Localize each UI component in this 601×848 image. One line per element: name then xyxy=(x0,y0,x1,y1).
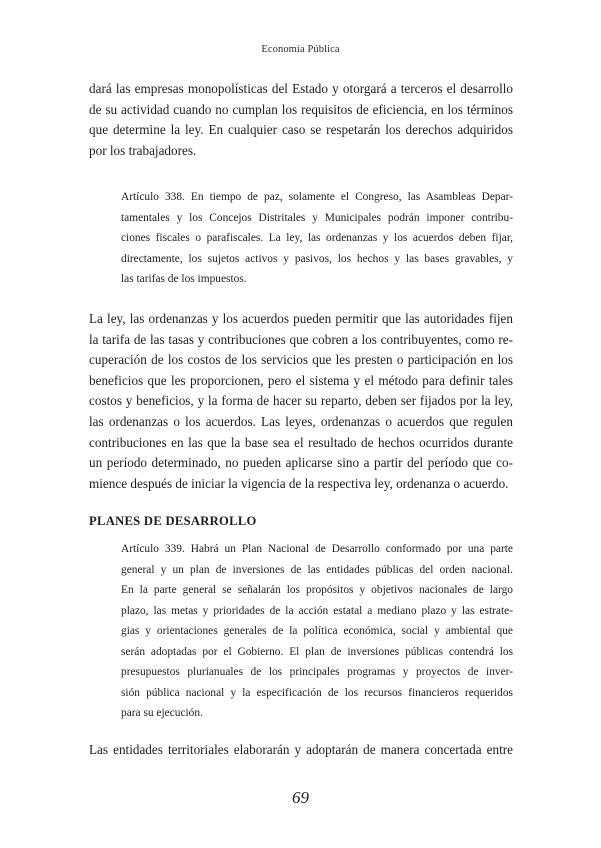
quote-line: sión pública nacional y la especificación de los recursos financieros requeridos xyxy=(121,686,513,699)
text-line: por los trabajadores. xyxy=(89,142,197,158)
text-line: cuperación de los costos de los servicios que les presten o participación en los xyxy=(89,352,513,368)
text-line: las ordenanzas o los acuerdos. Las leyes, ordenanzas o acuerdos que regulen xyxy=(89,413,513,429)
quote-line: tamentales y los Concejos Distritales y Municipales podrán imponer contribu- xyxy=(121,211,513,224)
quote-line: Artículo 339. Habrá un Plan Nacional de Desarrollo conformado por una parte xyxy=(121,543,513,555)
quote-article-339 xyxy=(121,539,513,724)
quote-line: gias y orientaciones generales de la política económica, social y ambiental que xyxy=(121,625,513,637)
quote-line: general y un plan de inversiones de las entidades públicas del orden nacional. xyxy=(121,563,513,576)
quote-line: directamente, los sujetos activos y pasivos, los hechos y las bases gravables, y xyxy=(121,252,513,265)
quote-line: En la parte general se señalarán los propósitos y objetivos nacionales de largo xyxy=(121,584,513,596)
paragraph-entidades-territoriales xyxy=(89,740,513,761)
running-head: Economía Pública xyxy=(261,44,340,55)
paragraph-tarifas xyxy=(89,309,513,494)
quote-line: Artículo 338. En tiempo de paz, solamente el Congreso, las Asambleas Depar- xyxy=(121,191,513,203)
text-line: de su actividad cuando no cumplan los requisitos de eficiencia, en los términos xyxy=(89,101,513,117)
text-line: un período determinado, no pueden aplicarse sino a partir del período que co- xyxy=(89,455,513,471)
text-line: costos y beneficios, y la forma de hacer su reparto, deben ser fijados por la ley, xyxy=(89,393,513,409)
text-line: contribuciones en las que la base sea el resultado de hechos ocurridos durante xyxy=(89,434,513,450)
page-number: 69 xyxy=(292,788,309,807)
text-line: mience después de iniciar la vigencia de la respectiva ley, ordenanza o acuerdo. xyxy=(89,475,509,491)
paragraph-continuation xyxy=(89,79,513,161)
quote-line: ciones fiscales o parafiscales. La ley, las ordenanzas y los acuerdos deben fijar, xyxy=(121,232,513,244)
text-line: La ley, las ordenanzas y los acuerdos pueden permitir que las autoridades fijen xyxy=(89,311,513,326)
text-line: beneficios que les proporcionen, pero el sistema y el método para definir tales xyxy=(89,372,513,388)
quote-article-338 xyxy=(121,187,513,290)
quote-line: para su ejecución. xyxy=(121,707,203,719)
quote-line: presupuestos plurianuales de los principales programas y proyectos de inver- xyxy=(121,666,513,678)
text-line: que determine la ley. En cualquier caso se respetarán los derechos adquiridos xyxy=(89,122,513,138)
quote-line: plazo, las metas y prioridades de la acción estatal a mediano plazo y las estrate- xyxy=(121,604,513,617)
text-line: la tarifa de las tasas y contribuciones que cobren a los contribuyentes, como re- xyxy=(89,331,513,347)
quote-line: serán adoptadas por el Gobierno. El plan de inversiones públicas contendrá los xyxy=(121,645,513,658)
section-heading: PLANES DE DESARROLLO xyxy=(89,514,257,528)
text-line: dará las empresas monopolísticas del Estado y otorgará a terceros el desarrollo xyxy=(89,81,513,96)
text-line: Las entidades territoriales elaborarán y adoptarán de manera concertada entre xyxy=(89,742,513,757)
quote-line: las tarifas de los impuestos. xyxy=(121,273,247,285)
